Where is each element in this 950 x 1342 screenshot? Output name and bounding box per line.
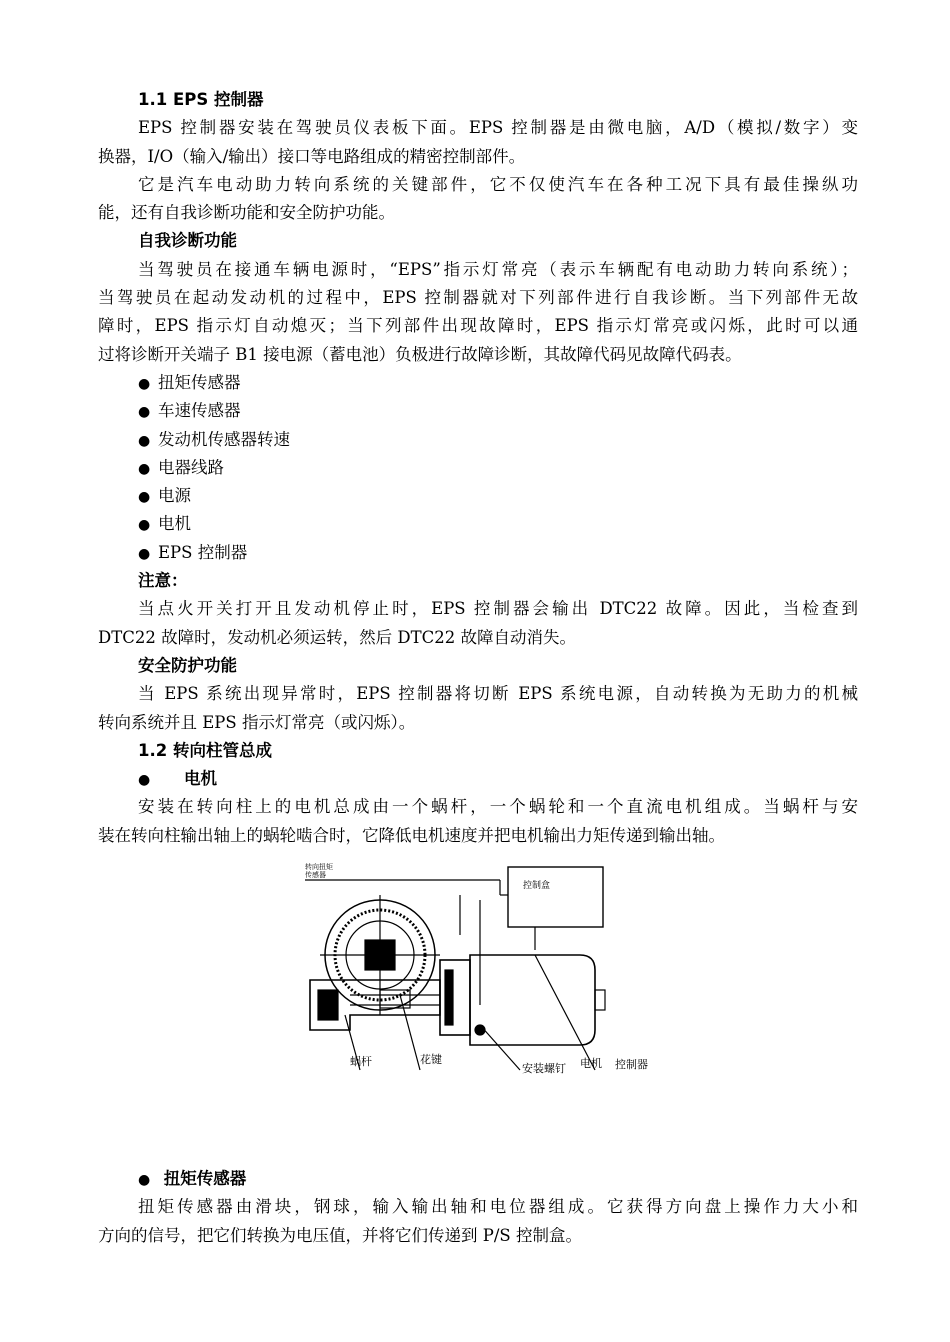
list-item-label: 电器线路 — [158, 457, 224, 477]
figure-label-spline: 花键 — [420, 1053, 442, 1066]
section-heading-1-1: 1.1 EPS 控制器 — [138, 90, 264, 109]
subheading-safety: 安全防护功能 — [138, 655, 237, 675]
list-item-label: 电源 — [158, 486, 191, 506]
figure-label-worm: 蜗杆 — [350, 1055, 372, 1068]
bullet-icon: ● — [138, 517, 151, 534]
figure-label-torque-1: 转向扭矩 — [305, 863, 333, 871]
paragraph-line: 当点火开关打开且发动机停止时，EPS 控制器会输出 DTC22 故障。因此，当检查到 — [138, 599, 858, 619]
list-item-label: 车速传感器 — [158, 401, 241, 421]
bullet-icon: ● — [138, 375, 151, 392]
bullet-icon: ● — [138, 460, 151, 477]
bullet-icon: ● — [138, 489, 151, 506]
list-item — [98, 369, 858, 397]
subheading-motor-label: 电机 — [184, 769, 217, 789]
list-item — [98, 454, 858, 482]
list-item — [98, 426, 858, 454]
list-item — [98, 510, 858, 538]
bullet-icon: ● — [138, 1172, 151, 1188]
document-page — [98, 86, 858, 850]
list-item — [98, 539, 858, 567]
paragraph-line: DTC22 故障时，发动机必须运转，然后 DTC22 故障自动消失。 — [98, 627, 576, 647]
list-item-label: 电机 — [158, 514, 191, 534]
figure-label-motor: 电机 — [580, 1057, 602, 1070]
list-item-label: 扭矩传感器 — [158, 372, 241, 392]
paragraph-line: 障时，EPS 指示灯自动熄灭；当下列部件出现故障时，EPS 指示灯常亮或闪烁，此时可以通 — [98, 316, 858, 336]
paragraph-line: 过将诊断开关端子 B1 接电源（蓄电池）负极进行故障诊断，其故障代码见故障代码表。 — [98, 344, 742, 364]
paragraph-line: 当 EPS 系统出现异常时，EPS 控制器将切断 EPS 系统电源，自动转换为无助力的机械 — [138, 684, 858, 704]
bullet-icon: ● — [138, 404, 151, 421]
paragraph-line: 安装在转向柱上的电机总成由一个蜗杆，一个蜗轮和一个直流电机组成。当蜗杆与安 — [138, 797, 858, 817]
paragraph-line: 它是汽车电动助力转向系统的关键部件，它不仅使汽车在各种工况下具有最佳操纵功 — [138, 174, 858, 194]
paragraph-line: 装在转向柱输出轴上的蜗轮啮合时，它降低电机速度并把电机输出力矩传递到输出轴。 — [98, 825, 725, 845]
list-item-label: EPS 控制器 — [158, 542, 248, 562]
paragraph-line: 方向的信号，把它们转换为电压值，并将它们传递到 P/S 控制盒。 — [98, 1225, 582, 1245]
paragraph-line: 当驾驶员在接通车辆电源时，“EPS”指示灯常亮（表示车辆配有电动助力转向系统）； — [138, 259, 858, 279]
steering-column-figure — [290, 855, 660, 1090]
subheading-torque-sensor — [98, 1165, 858, 1193]
bullet-icon: ● — [138, 545, 151, 562]
list-item-label: 发动机传感器转速 — [158, 429, 290, 449]
list-item — [98, 482, 858, 510]
paragraph-line: 换器，I/O（输入/输出）接口等电路组成的精密控制部件。 — [98, 146, 526, 166]
subheading-self-diagnosis: 自我诊断功能 — [138, 231, 237, 251]
figure-label-torque-2: 传感器 — [305, 871, 326, 879]
paragraph-line: 当驾驶员在起动发动机的过程中，EPS 控制器就对下列部件进行自我诊断。当下列部件无故 — [98, 288, 858, 308]
figure-label-control-box: 控制盒 — [523, 881, 551, 891]
list-item — [98, 397, 858, 425]
paragraph-line: 转向系统并且 EPS 指示灯常亮（或闪烁）。 — [98, 712, 416, 732]
section-heading-1-2: 1.2 转向柱管总成 — [138, 740, 272, 760]
paragraph-line: EPS 控制器安装在驾驶员仪表板下面。EPS 控制器是由微电脑，A/D（模拟/数字）变 — [138, 118, 858, 138]
figure-label-controller: 控制器 — [615, 1058, 648, 1071]
paragraph-line: 能，还有自我诊断功能和安全防护功能。 — [98, 203, 395, 223]
subheading-motor — [98, 765, 858, 793]
motor-assembly-diagram — [290, 855, 660, 1090]
bullet-icon: ● — [138, 772, 151, 789]
figure-label-mounting-screw: 安装螺钉 — [522, 1062, 566, 1075]
paragraph-line: 扭矩传感器由滑块，钢球，输入输出轴和电位器组成。它获得方向盘上操作力大小和 — [138, 1197, 858, 1217]
subheading-note: 注意： — [138, 571, 188, 591]
subheading-torque-sensor-label: 扭矩传感器 — [163, 1169, 247, 1188]
bullet-icon: ● — [138, 432, 151, 449]
torque-sensor-section — [98, 1165, 858, 1250]
